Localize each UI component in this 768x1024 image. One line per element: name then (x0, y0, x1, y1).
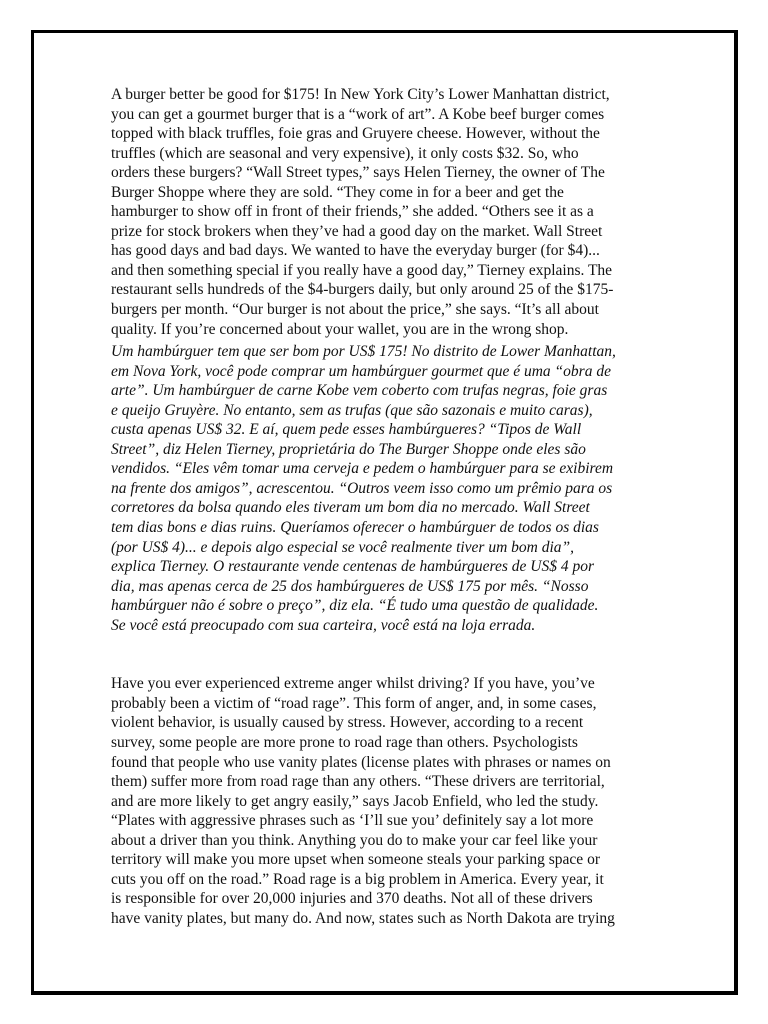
burger-paragraph-english: A burger better be good for $175! In New York City’s Lower Manhattan district, you can get a gourmet burger that is a “work of art”. A Kobe beef burger comes topped with black truffles, foie gras and Gruyere cheese. However, without the truffles (which are seasonal and very expensive), it only costs $32. So, who orders these burgers? “Wall Street types,” says Helen Tierney, the owner of The Burger Shoppe where they are sold. “They come in for a beer and get the hamburger to show off in front of their friends,” she added. “Others see it as a prize for stock brokers when they’ve had a good day on the market. Wall Street has good days and bad days. We wanted to have the everyday burger (for $4)... and then something special if you really have a good day,” Tierney explains. The restaurant sells hundreds of the $4-burgers daily, but only around 25 of the $175- burgers per month. “Our burger is not about the price,” she says. “It’s all about quality. If you’re concerned about your wallet, you are in the wrong shop. (111, 86, 614, 338)
burger-paragraph-portuguese: Um hambúrguer tem que ser bom por US$ 175! No distrito de Lower Manhattan, em Nova York, você pode comprar um hambúrguer gourmet que é uma “obra de arte”. Um hambúrguer de carne Kobe vem coberto com trufas negras, foie gras e queijo Gruyère. No entanto, sem as trufas (que são sazonais e muito caras), custa apenas US$ 32. E aí, quem pede esses hambúrgueres? “Tipos de Wall Street”, diz Helen Tierney, proprietária do The Burger Shoppe onde eles são vendidos. “Eles vêm tomar uma cerveja e pedem o hambúrguer para se exibirem na frente dos amigos”, acrescentou. “Outros veem isso como um prêmio para os corretores da bolsa quando eles tiveram um bom dia no mercado. Wall Street tem dias bons e dias ruins. Queríamos oferecer o hambúrguer de todos os dias (por US$ 4)... e depois algo especial se você realmente tiver um bom dia”, explica Tierney. O restaurante vende centenas de hambúrgueres de US$ 4 por dia, mas apenas cerca de 25 dos hambúrgueres de US$ 175 por mês. “Nosso hambúrguer não é sobre o preço”, diz ela. “É tudo uma questão de qualidade. Se você está preocupado com sua carteira, você está na loja errada. (111, 343, 616, 634)
page-frame (31, 30, 738, 995)
road-rage-paragraph-english: Have you ever experienced extreme anger whilst driving? If you have, you’ve probably been a victim of “road rage”. This form of anger, and, in some cases, violent behavior, is usually caused by stress. However, according to a recent survey, some people are more prone to road rage than others. Psychologists found that people who use vanity plates (license plates with phrases or names on them) suffer more from road rage than any others. “These drivers are territorial, and are more likely to get angry easily,” says Jacob Enfield, who led the study. “Plates with aggressive phrases such as ‘I’ll sue you’ definitely say a lot more about a driver than you think. Anything you do to make your car feel like your territory will make you more upset when someone steals your parking space or cuts you off on the road.” Road rage is a big problem in America. Every year, it is responsible for over 20,000 injuries and 370 deaths. Not all of these drivers have vanity plates, but many do. And now, states such as North Dakota are trying (111, 675, 615, 927)
text-column (111, 85, 659, 928)
